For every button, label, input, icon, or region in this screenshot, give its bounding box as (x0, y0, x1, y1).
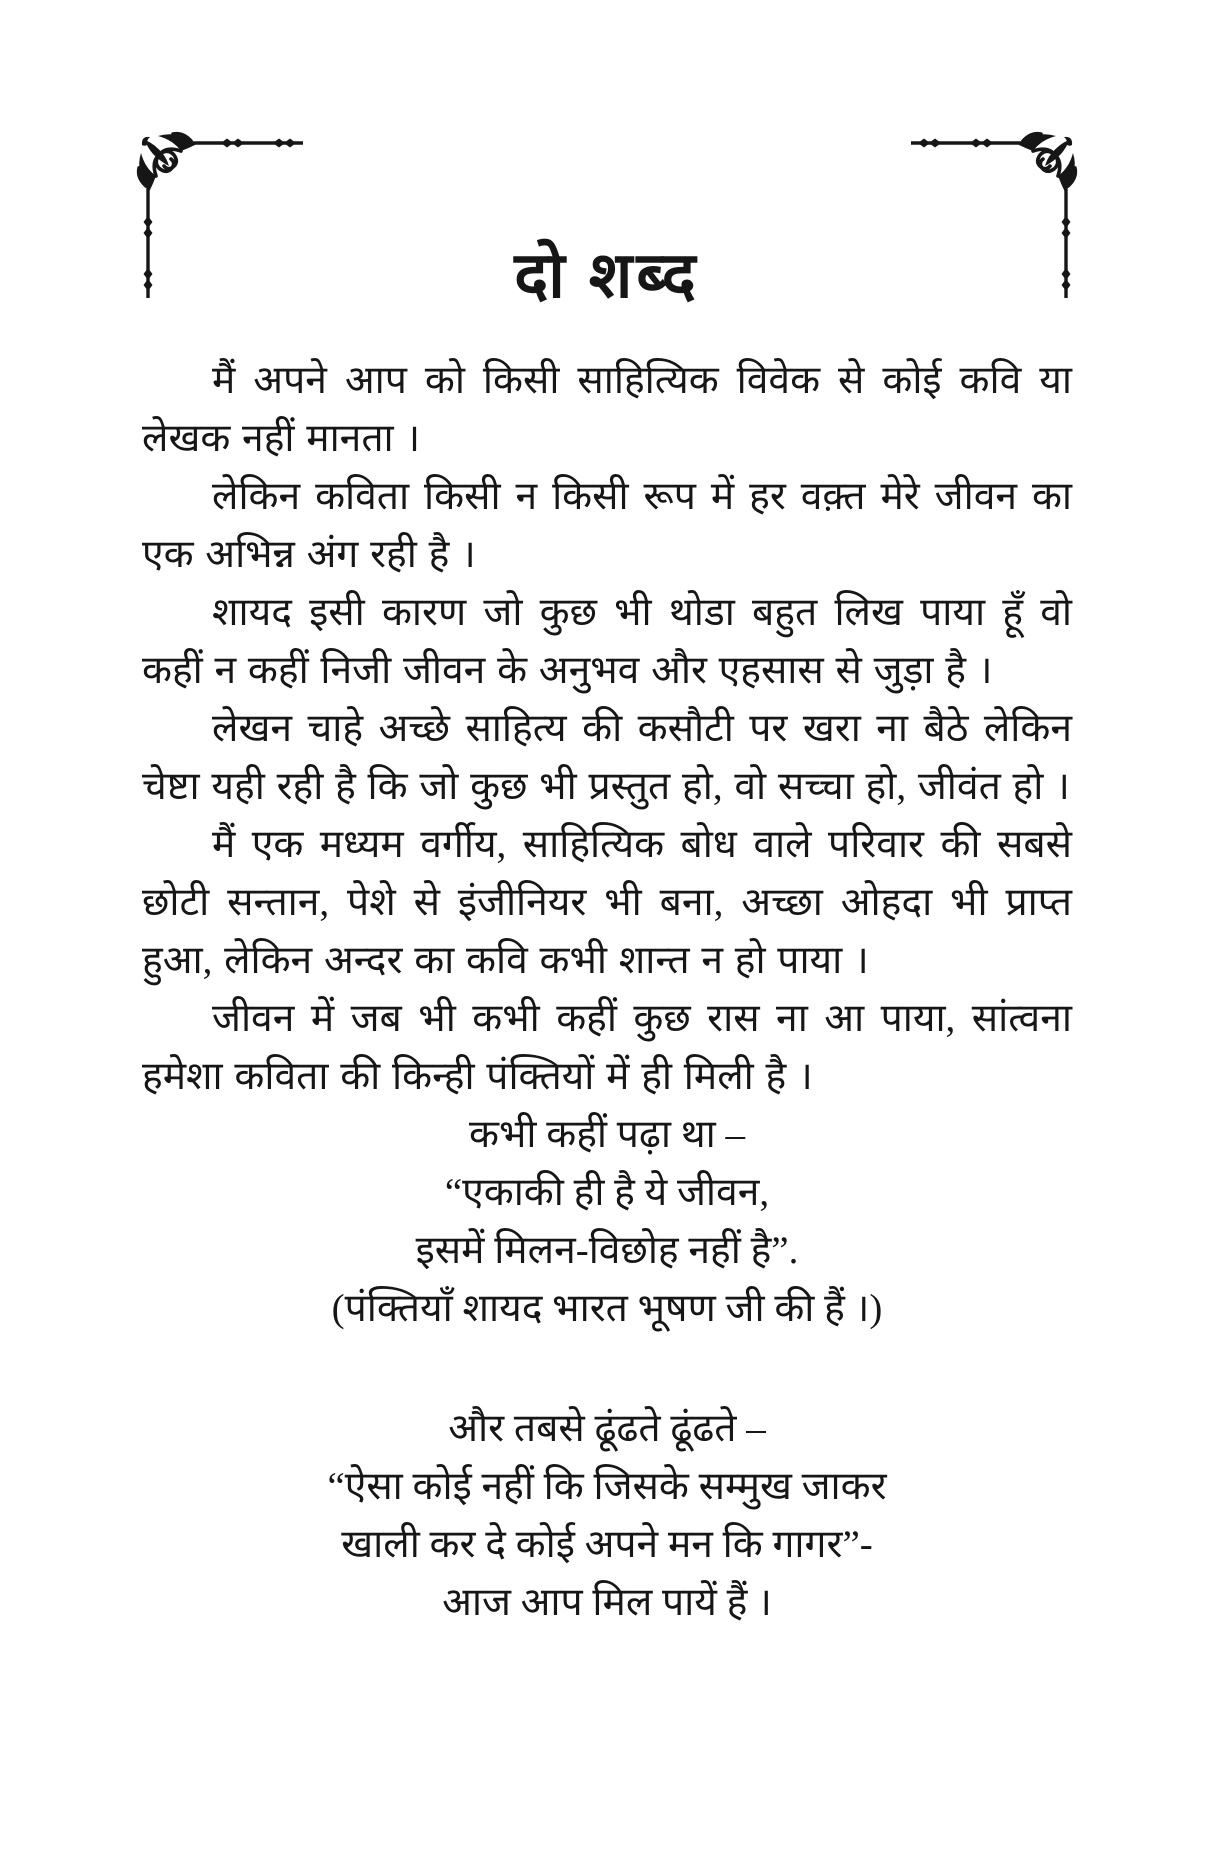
quote-line: “ऐसा कोई नहीं कि जिसके सम्मुख जाकर (327, 1465, 887, 1508)
preface-paragraph: मैं एक मध्यम वर्गीय, साहित्यिक बोध वाले परिवार की सबसे छोटी सन्तान, पेशे से इंजीनियर भी बना, अच्छा ओहदा भी प्राप्त हुआ, लेकिन अन्दर का कवि कभी शान्त न हो पाया । (142, 823, 1072, 982)
preface-paragraph: मैं अपने आप को किसी साहित्यिक विवेक से कोई कवि या लेखक नहीं मानता । (142, 359, 1072, 460)
quote-line: इसमें मिलन-विछोह नहीं है”. (415, 1229, 799, 1272)
preface-paragraph: जीवन में जब भी कभी कहीं कुछ रास ना आ पाया, सांत्वना हमेशा कविता की किन्ही पंक्तियों में ही मिली है । (142, 997, 1072, 1098)
preface-paragraph: लेकिन कविता किसी न किसी रूप में हर वक़्त मेरे जीवन का एक अभिन्न अंग रही है । (142, 475, 1072, 576)
quote-line: “एकाकी ही है ये जीवन, (444, 1171, 770, 1214)
preface-paragraph: शायद इसी कारण जो कुछ भी थोडा बहुत लिख पाया हूँ वो कहीं न कहीं निजी जीवन के अनुभव और एहसास से जुड़ा है । (142, 591, 1072, 692)
preface-paragraph: लेखन चाहे अच्छे साहित्य की कसौटी पर खरा ना बैठे लेकिन चेष्टा यही रही है कि जो कुछ भी प्रस्तुत हो, वो सच्चा हो, जीवंत हो । (142, 707, 1072, 808)
quote-line: कभी कहीं पढ़ा था – (469, 1113, 745, 1156)
quote-block-1 (142, 1106, 1072, 1338)
quote-line: (पंक्तियाँ शायद भारत भूषण जी की हैं ।) (331, 1287, 883, 1330)
quote-line: खाली कर दे कोई अपने मन कि गागर”- (341, 1523, 873, 1566)
page-title: दो शब्द (514, 240, 700, 311)
quote-line: और तबसे ढूंढते ढूंढते – (448, 1407, 766, 1450)
quote-line: आज आप मिल पायें हैं । (442, 1581, 772, 1624)
blank-space (142, 1338, 1072, 1400)
preface-paragraphs (142, 352, 1072, 1106)
preface-content (142, 352, 1072, 1632)
quote-block-2 (142, 1400, 1072, 1632)
